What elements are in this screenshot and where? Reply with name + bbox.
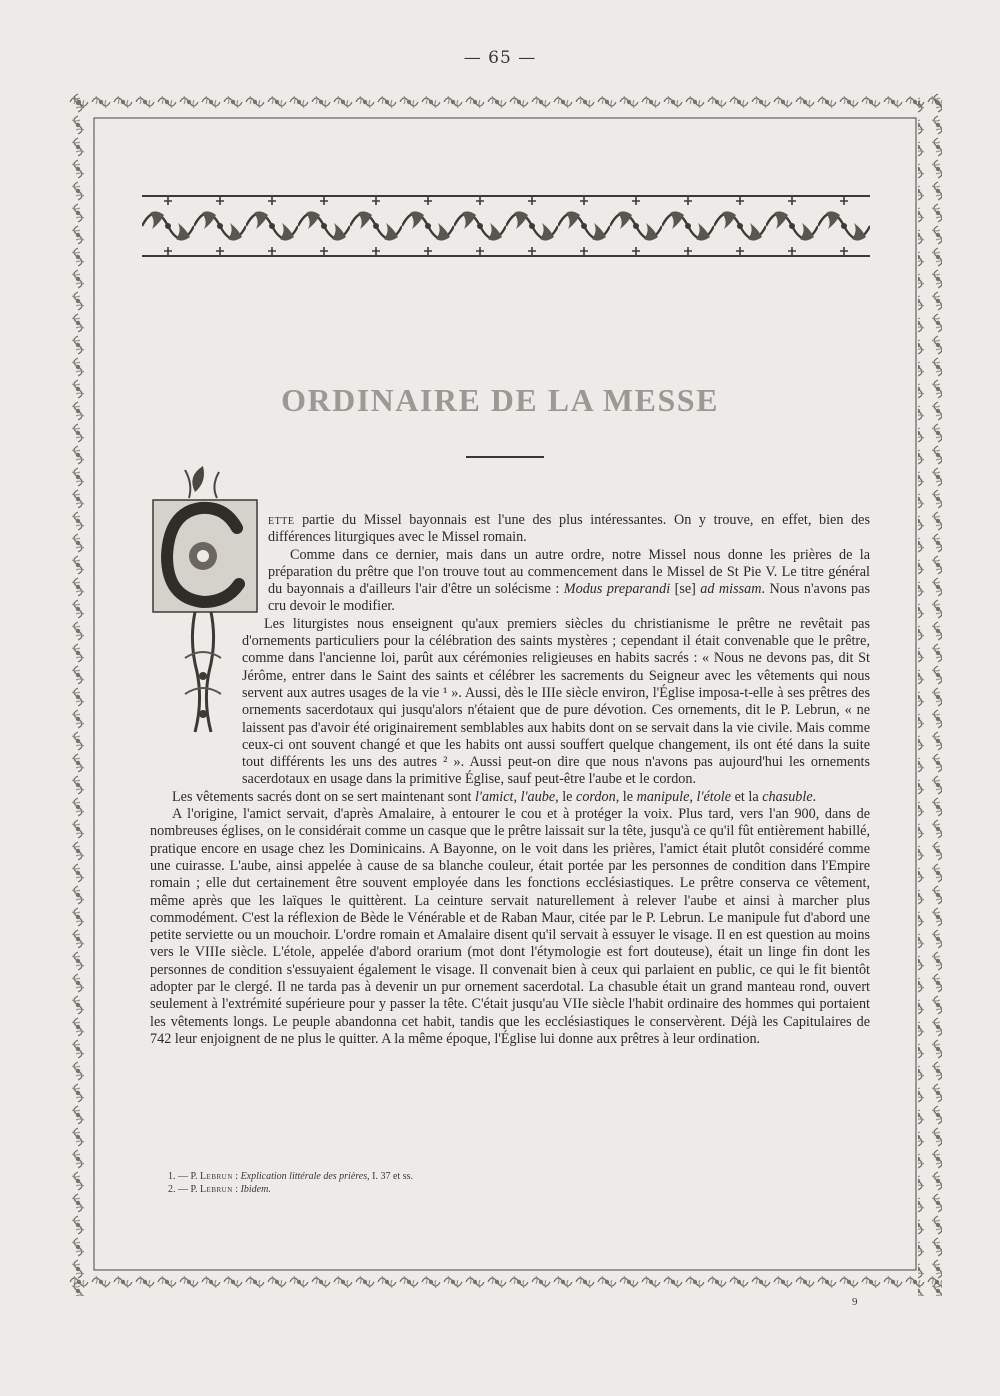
signature-mark: 9: [852, 1296, 858, 1308]
decorative-headpiece: [142, 195, 870, 257]
footnote-1: 1. — P. Lebrun : Explication littérale des prières, I. 37 et ss.: [168, 1171, 413, 1182]
title-underline: [466, 456, 544, 458]
footnote-2: 2. — P. Lebrun : Ibidem.: [168, 1184, 271, 1195]
paragraph-4: Les vêtements sacrés dont on se sert maintenant sont l'amict, l'aube, le cordon, le manipule, l'étole et la chasuble.: [172, 788, 817, 805]
lead-word: ette: [268, 512, 295, 528]
article-body: [150, 512, 870, 1048]
page-number: — 65 —: [463, 48, 537, 68]
page-title: ORDINAIRE DE LA MESSE: [281, 382, 719, 418]
footnotes: [168, 1170, 868, 1196]
paragraph-2: Comme dans ce dernier, mais dans un autre ordre, notre Missel nous donne les prières de la préparation du prêtre que l'on trouve tout au commencement dans le Missel de St Pie V. Le titre général du bayonnais a d'ailleurs l'air d'être un solécisme : Modus preparandi [se] ad missam. Nous n'avons pas cru devoir le modifier.: [268, 546, 870, 615]
paragraph-3: Les liturgistes nous enseignent qu'aux premiers siècles du christianisme le prêtre ne revêtait pas d'ornements particuliers pour la célébration des saints mystères ; cependant il était convenable que le prêtre, comme dans l'ancienne loi, parût aux cérémonies religieuses en habits sacrés : « Nous ne devons pas, dit St Jérôme, entrer dans le Saint des saints et célébrer les sacrements du Seigneur avec les vêtements qui nous servent aux autres usages de la vie ¹ ». Aussi, dès le IIIe siècle environ, l'Église imposa-t-elle à ses prêtres des ornements sacerdotaux qui jusqu'alors n'étaient que de pure dévotion. Ces ornements, dit le P. Lebrun, « ne laissent pas d'avoir été originairement semblables aux habits dont on se servait dans la vie civile. Mais comme ceux-ci ont souvent changé et que les habits ont aussi souffert quelque changement, ils ont été dans la suite tout différents les uns des autres ² ». Aussi peut-on dire que nous n'avons pas aujourd'hui les ornements sacerdotaux en usage dans la primitive Église, sauf peut-être l'aube et le cordon.: [242, 615, 870, 788]
paragraph-1: ette partie du Missel bayonnais est l'une des plus intéressantes. On y trouve, en effet, bien des différences liturgiques avec le Missel romain.: [268, 512, 870, 546]
paragraph-5: A l'origine, l'amict servait, d'après Amalaire, à entourer le cou et à protéger la voix. Plus tard, vers l'an 900, dans de nombreuses églises, on le considérait comme un casque que le prêtre laissait sur la tête, jusqu'à ce qu'il fût entièrement habillé, pratique encore en usage chez les Dominicains. A Bayonne, on le voit dans les prières, l'amict était plutôt considéré comme une cuirasse. L'aube, ainsi appelée à cause de sa blanche couleur, était portée par les personnes de condition dans l'Empire romain ; elle dut certainement être souvent employée dans les fonctions ecclésiastiques. Le prêtre conserva ce vêtement, même après que les laïques le quittèrent. La ceinture servait naturellement à relever l'aube et ainsi à marcher plus commodément. C'est la réflexion de Bède le Vénérable et de Raban Maur, citée par le P. Lebrun. Le manipule fut d'abord une petite serviette ou un mouchoir. L'ordre romain et Amalaire disent qu'il servait à essuyer le visage. Il en est question au moins vers le VIIIe siècle. L'étole, appelée d'abord orarium (mot dont l'étymologie est fort douteuse), était un linge fin dont les personnes de condition s'essuyaient également le visage. Il convenait bien à ceux qui parlaient en public, ce qui le fit bientôt adopter par le clergé. Il ne tarda pas à devenir un pur ornement sacerdotal. La chasuble était un grand manteau rond, ouvert seulement à l'extrémité supérieure pour y passer la tête. C'était jusqu'au VIIe siècle l'habit ordinaire des hommes qui portaient les vêtements longs. Le peuple abandonna cet habit, tandis que les ecclésiastiques le conservèrent. Déjà les Capitulaires de 742 leur enjoignent de ne plus le quitter. A la même époque, l'Église lui donne aux prêtres à leur ordination.: [150, 806, 870, 1047]
